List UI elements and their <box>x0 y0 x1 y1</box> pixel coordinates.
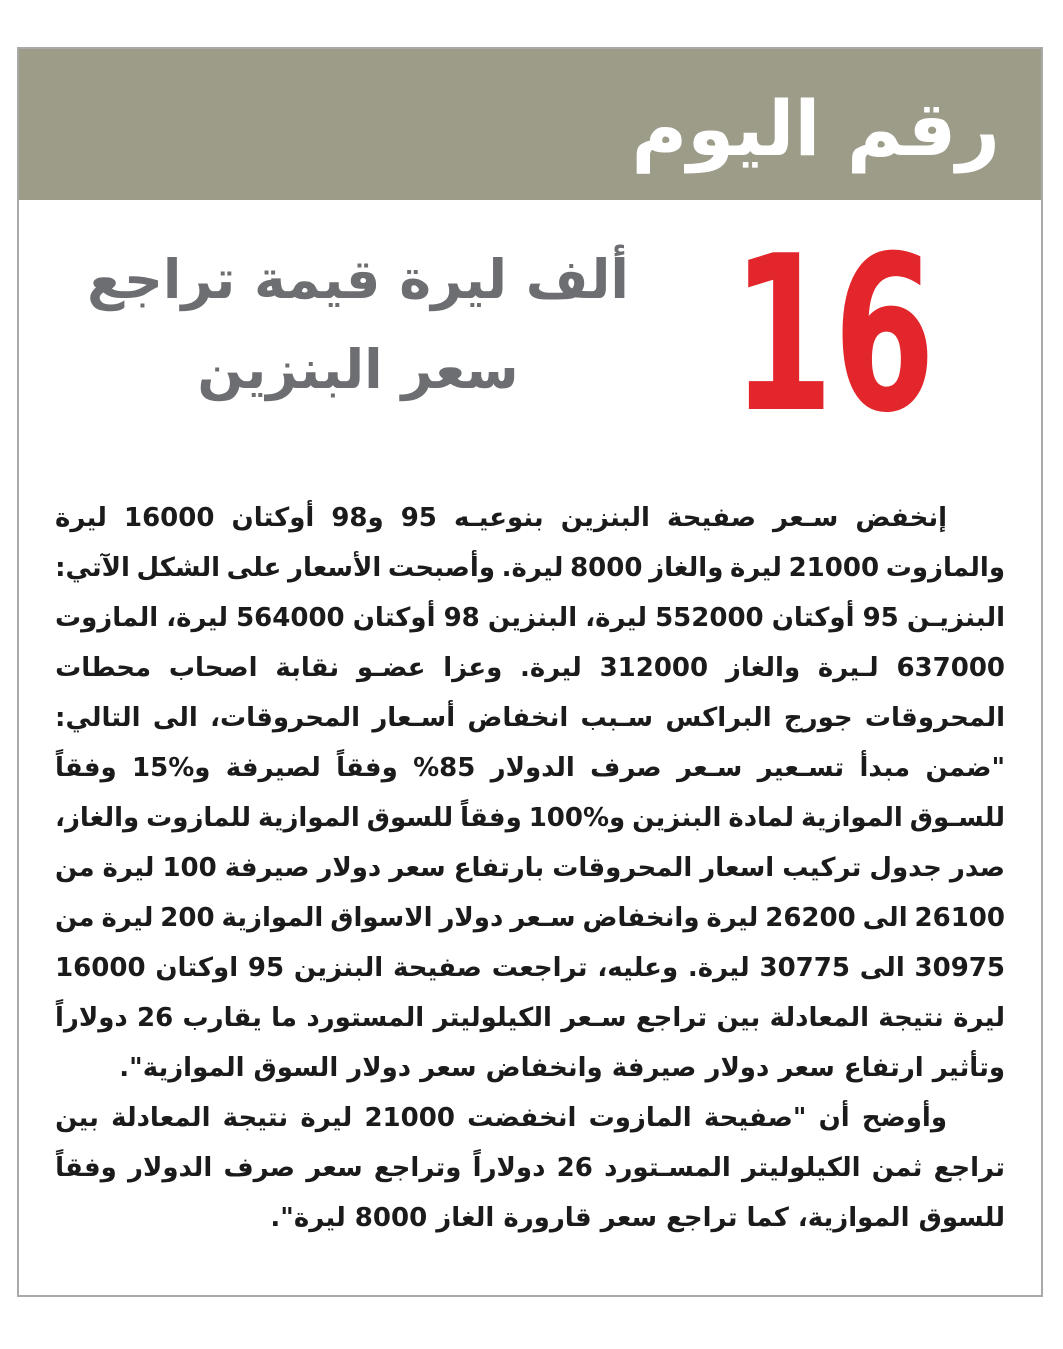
word: يقارب <box>182 1003 262 1033</box>
word: وأصبحت <box>387 553 495 583</box>
word: سـعر <box>510 903 576 933</box>
word: اسعار <box>700 853 775 883</box>
word: سـبب <box>580 703 654 733</box>
word: البنزين <box>560 503 650 533</box>
word: الموازية <box>257 803 360 833</box>
word: 552000 <box>655 603 764 633</box>
word: 16000 <box>55 953 146 983</box>
word: وعليه، <box>597 953 679 983</box>
word: ليرة <box>55 503 107 533</box>
word: و%15 <box>132 753 211 783</box>
body-line <box>55 993 1005 1043</box>
word: ليرة. <box>520 653 582 683</box>
word: و98 <box>331 503 384 533</box>
word: وفقاً <box>336 753 398 783</box>
word: البنزين <box>293 953 384 983</box>
word: جدول <box>869 853 942 883</box>
word: سـعر <box>773 503 839 533</box>
word: الشكل <box>136 553 220 583</box>
body-line <box>55 493 1005 543</box>
word: انخفاض <box>467 703 569 733</box>
word: تراجعت <box>491 953 588 983</box>
word: البنزين <box>487 603 578 633</box>
body-line: وتأثير ارتفاع سعر دولار صيرفة وانخفاض سعر دولار السوق الموازية". <box>119 1053 1005 1083</box>
word: ليرة <box>730 553 782 583</box>
word: للسـوق <box>909 803 1005 833</box>
word: ليرة، <box>166 603 228 633</box>
word: 95 <box>400 503 437 533</box>
word: ثمن <box>871 1153 923 1183</box>
word: نتيجة <box>222 1103 289 1133</box>
body-line <box>55 593 1005 643</box>
header-band <box>19 49 1041 200</box>
word: عضـو <box>356 653 426 683</box>
word: 98 <box>443 603 480 633</box>
body-line <box>55 743 1005 793</box>
word: "ضمن <box>925 753 1005 783</box>
word: 30775 <box>759 953 850 983</box>
word: ليرة <box>101 903 154 933</box>
word: سعر <box>306 1153 363 1183</box>
word: من <box>55 853 95 883</box>
word: صفيحة <box>392 953 482 983</box>
word: البراكس <box>665 703 772 733</box>
word: من <box>55 903 95 933</box>
word: لصيرفة <box>225 753 321 783</box>
word: دولار <box>317 853 382 883</box>
word: أوكتان <box>771 603 855 633</box>
word: صيرفة <box>224 853 310 883</box>
word: %85 <box>413 753 476 783</box>
body-line: للسوق الموازية، كما تراجع سعر قارورة الغاز 8000 ليرة". <box>270 1203 1005 1233</box>
paragraph <box>55 1093 1005 1243</box>
word: الدولار <box>128 1153 213 1183</box>
word: 637000 <box>896 653 1005 683</box>
word: التالي: <box>55 703 141 733</box>
word: و%100 <box>528 803 626 833</box>
headline <box>60 235 656 415</box>
paragraph <box>55 493 1005 1093</box>
word: 16000 <box>123 503 215 533</box>
word: تركيب <box>782 853 862 883</box>
word: 95 <box>862 603 899 633</box>
body-line <box>55 843 1005 893</box>
word: الموازية <box>800 803 903 833</box>
word: صفيحة <box>667 503 756 533</box>
word: 21000 <box>364 1103 455 1133</box>
word: الاسواق <box>330 903 433 933</box>
body-line <box>55 893 1005 943</box>
word: على <box>226 553 282 583</box>
word: انخفضت <box>467 1103 577 1133</box>
word: ليرة <box>102 853 155 883</box>
clipping-frame <box>17 47 1043 1297</box>
word: نقابة <box>275 653 340 683</box>
article-body <box>55 493 1005 1243</box>
word: 100 <box>162 853 217 883</box>
word: سعر <box>389 853 446 883</box>
word: البنزيـن <box>906 603 1005 633</box>
word: ليرة <box>706 903 759 933</box>
word: للمازوت <box>146 803 251 833</box>
word: 8000 <box>570 553 643 583</box>
body-line <box>55 793 1005 843</box>
word: الموازية <box>221 903 324 933</box>
word: أوكتان <box>231 503 315 533</box>
word: وفقاً <box>55 1153 117 1183</box>
word: بارتفاع <box>453 853 545 883</box>
word: والغاز <box>725 653 801 683</box>
word: "صفيحة <box>703 1103 807 1133</box>
word: الكيلوليتر <box>433 1003 552 1033</box>
word: ليرة <box>953 1003 1005 1033</box>
word: أن <box>818 1103 850 1133</box>
word: تراجع <box>635 1003 708 1033</box>
word: ليرة. <box>687 953 750 983</box>
headline-line: سعر البنزين <box>197 338 519 401</box>
word: والغاز، <box>55 803 140 833</box>
word: جورج <box>783 703 853 733</box>
word: وعزا <box>443 653 503 683</box>
word: للسوق <box>366 803 454 833</box>
word: 312000 <box>599 653 709 683</box>
word: الأسعار <box>288 553 382 583</box>
word: ليرة، <box>585 603 647 633</box>
word: محطات <box>55 653 152 683</box>
word: صدر <box>949 853 1005 883</box>
word: 26 <box>137 1003 174 1033</box>
word: 21000 <box>788 553 880 583</box>
body-line <box>55 643 1005 693</box>
word: وفقاً <box>55 753 117 783</box>
word: صرف <box>590 753 662 783</box>
word: دولاراً <box>55 1003 128 1033</box>
word: 564000 <box>236 603 345 633</box>
highlight-number: 16 <box>731 209 935 460</box>
word: الى <box>862 903 908 933</box>
word: 200 <box>160 903 215 933</box>
word: إنخفض <box>855 503 947 533</box>
word: المحروقات <box>552 853 693 883</box>
word: ليرة. <box>501 553 564 583</box>
word: 95 <box>247 953 285 983</box>
word: المسـتورد <box>604 1153 731 1183</box>
word: الآتي: <box>55 553 130 583</box>
word: صرف <box>223 1153 295 1183</box>
word: وانخفاض <box>582 903 700 933</box>
body-line <box>55 1143 1005 1193</box>
word: نتيجة <box>878 1003 944 1033</box>
word: سـعر <box>676 753 743 783</box>
word: وأوضح <box>861 1103 947 1133</box>
word: اصحاب <box>168 653 258 683</box>
word: المستورد <box>306 1003 425 1033</box>
body-line <box>55 1093 1005 1143</box>
word: 26200 <box>765 903 856 933</box>
headline-line: ألف ليرة قيمة تراجع <box>87 248 629 311</box>
word: وتراجع <box>373 1153 462 1183</box>
word: الى <box>152 703 198 733</box>
body-line <box>55 693 1005 743</box>
word: الدولار <box>490 753 575 783</box>
word: الى <box>859 953 905 983</box>
word: المحروقات <box>864 703 1005 733</box>
word: دولاراً <box>472 1153 546 1183</box>
word: بين <box>55 1103 99 1133</box>
word: لمادة <box>728 803 794 833</box>
word: المازوت <box>588 1103 692 1133</box>
body-line <box>55 943 1005 993</box>
word: المعادلة <box>769 1003 869 1033</box>
word: تسـعير <box>757 753 845 783</box>
word: تراجع <box>933 1153 1005 1183</box>
word: ما <box>271 1003 298 1033</box>
word: والمازوت <box>885 553 1005 583</box>
body-line <box>55 543 1005 593</box>
word: ليرة <box>300 1103 353 1133</box>
word: البنزين <box>632 803 722 833</box>
word: أسـعار <box>372 703 456 733</box>
word: أوكتان <box>352 603 436 633</box>
word: دولار <box>439 903 504 933</box>
word: المازوت <box>55 603 159 633</box>
word: اوكتان <box>155 953 239 983</box>
word: بنوعيـه <box>453 503 544 533</box>
word: لـيرة <box>817 653 879 683</box>
word: المحروقات، <box>210 703 361 733</box>
word: الكيلوليتر <box>742 1153 861 1183</box>
word: سـعر <box>561 1003 627 1033</box>
word: 30975 <box>914 953 1005 983</box>
word: والغاز <box>649 553 724 583</box>
word: وفقاً <box>460 803 522 833</box>
word: 26100 <box>914 903 1005 933</box>
word: المعادلة <box>111 1103 211 1133</box>
section-title: رقم اليوم <box>631 84 1000 173</box>
word: 26 <box>556 1153 593 1183</box>
word: مبدأ <box>859 753 911 783</box>
word: بين <box>716 1003 761 1033</box>
